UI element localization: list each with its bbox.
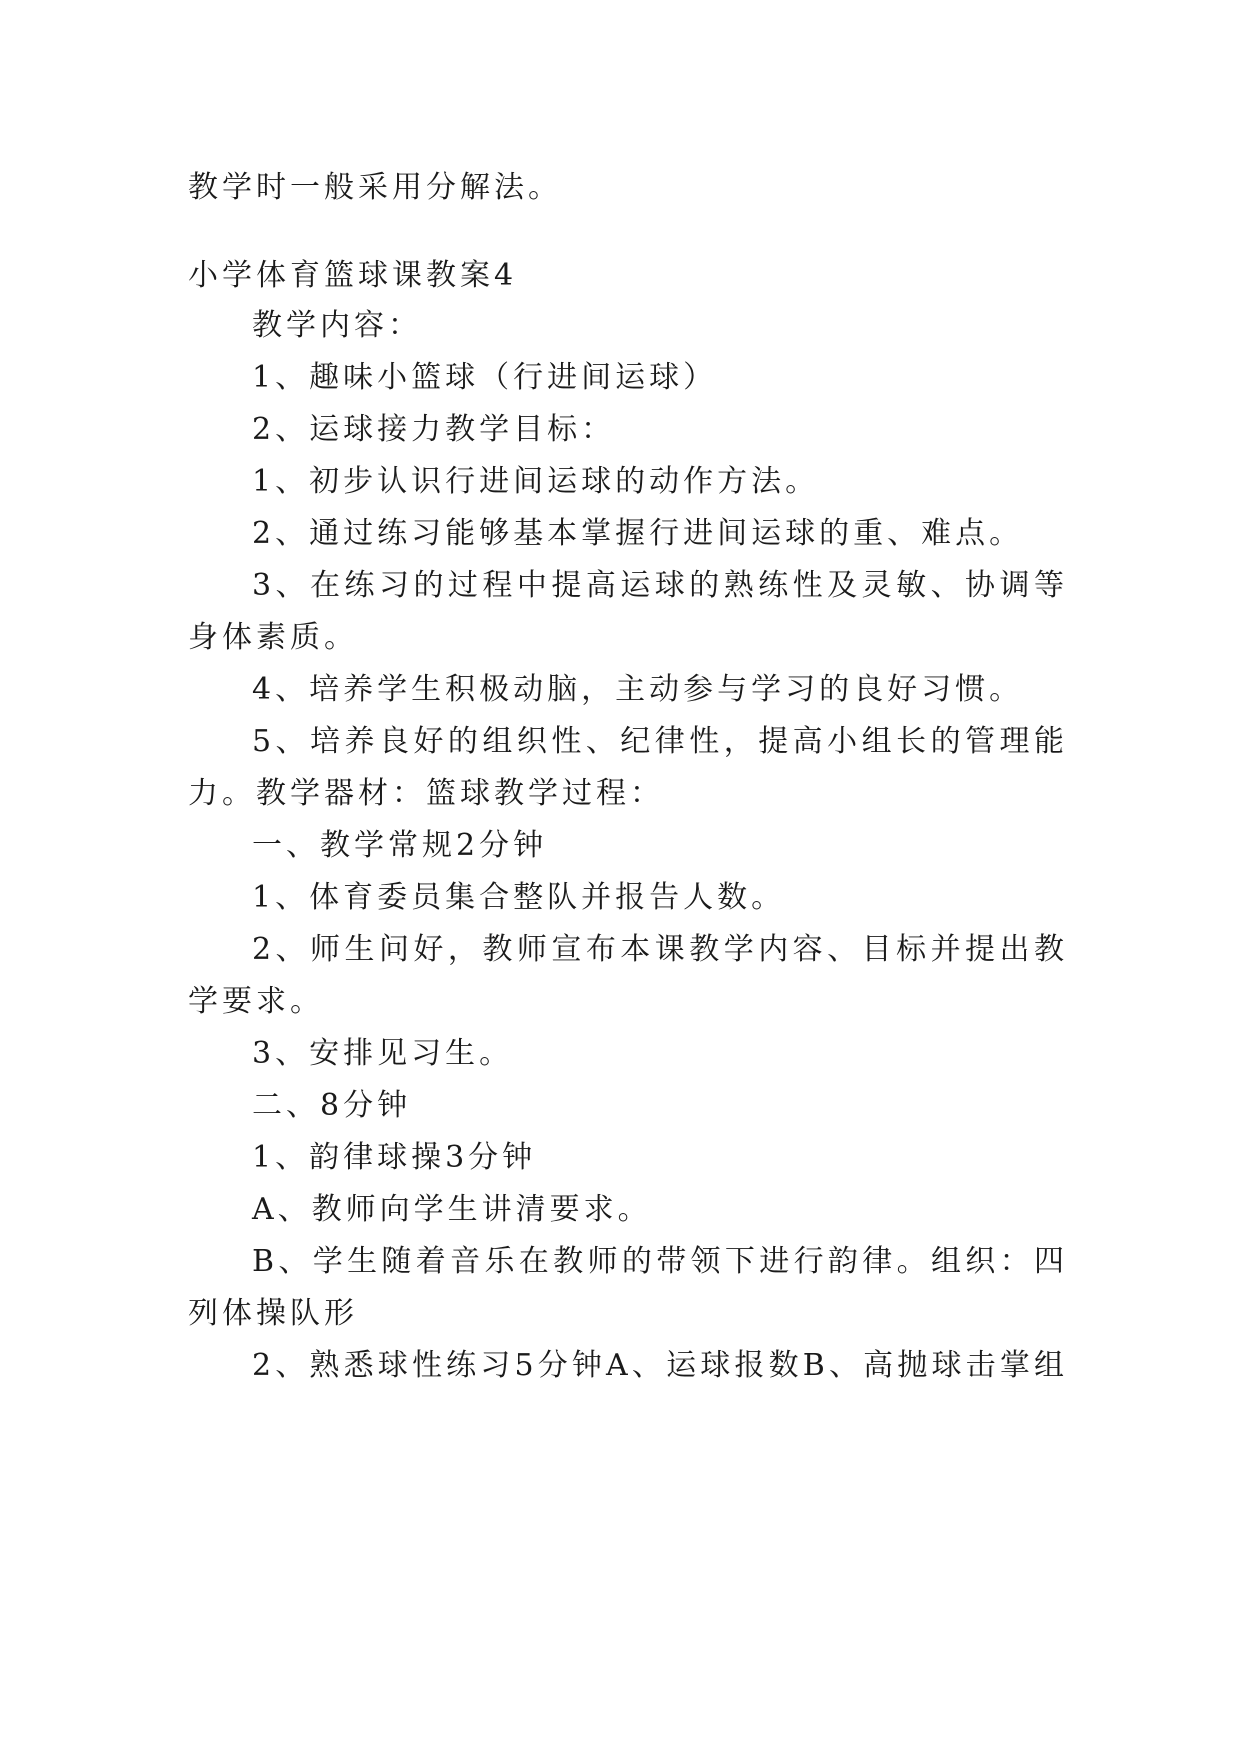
paragraph-line: 一、教学常规2分钟 bbox=[252, 828, 548, 863]
paragraph-line: 1、体育委员集合整队并报告人数。 bbox=[252, 880, 786, 915]
paragraph-line: 2、师生问好，教师宣布本课教学内容、目标并提出教 bbox=[252, 932, 1068, 967]
paragraph-line: 5、培养良好的组织性、纪律性，提高小组长的管理能 bbox=[252, 724, 1068, 759]
paragraph-line: 教学内容： bbox=[252, 308, 422, 343]
paragraph-line: 力。教学器材：篮球教学过程： bbox=[188, 776, 664, 811]
paragraph-line: 二、8分钟 bbox=[252, 1088, 412, 1123]
paragraph-line: A、教师向学生讲清要求。 bbox=[252, 1192, 652, 1227]
paragraph-line: 3、安排见习生。 bbox=[252, 1036, 514, 1071]
paragraph-line: 4、培养学生积极动脑，主动参与学习的良好习惯。 bbox=[252, 672, 1024, 707]
paragraph-line: 1、初步认识行进间运球的动作方法。 bbox=[252, 464, 820, 499]
paragraph-line: 2、熟悉球性练习5分钟A、运球报数B、高抛球击掌组 bbox=[252, 1348, 1068, 1383]
paragraph-line: 3、在练习的过程中提高运球的熟练性及灵敏、协调等 bbox=[252, 568, 1068, 603]
paragraph-line: 身体素质。 bbox=[188, 620, 358, 655]
paragraph-line: 1、趣味小篮球（行进间运球） bbox=[252, 360, 718, 395]
paragraph-line: 教学时一般采用分解法。 bbox=[188, 170, 562, 205]
paragraph-line: 1、韵律球操3分钟 bbox=[252, 1140, 537, 1175]
paragraph-line: 列体操队形 bbox=[188, 1296, 358, 1331]
paragraph-line: 2、运球接力教学目标： bbox=[252, 412, 616, 447]
paragraph-line: B、学生随着音乐在教师的带领下进行韵律。组织：四 bbox=[252, 1244, 1068, 1279]
paragraph-line: 学要求。 bbox=[188, 984, 324, 1019]
section-title: 小学体育篮球课教案4 bbox=[188, 258, 518, 293]
paragraph-line: 2、通过练习能够基本掌握行进间运球的重、难点。 bbox=[252, 516, 1024, 551]
